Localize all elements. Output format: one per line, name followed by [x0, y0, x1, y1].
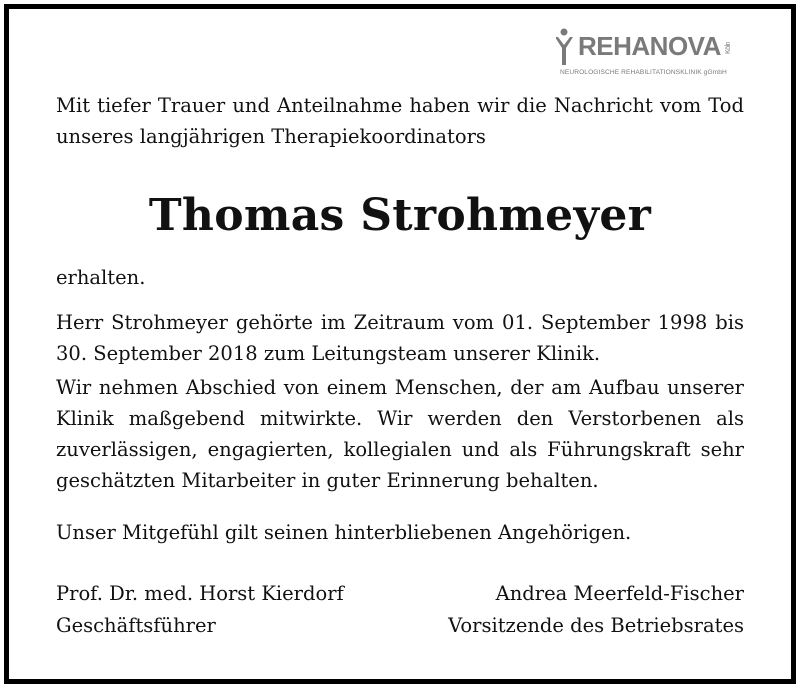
- deceased-name: Thomas Strohmeyer: [148, 190, 652, 241]
- signatory-role: Geschäftsführer: [56, 614, 216, 637]
- tenure-paragraph: Herr Strohmeyer gehörte im Zeitraum vom 01. September 1998 bis 30. September 2018 zum Leitungsteam unserer Klinik.: [56, 311, 744, 365]
- logo-wordmark: REHANOVA Köln: [578, 31, 735, 63]
- rehanova-logo: [556, 27, 746, 87]
- signature-left: [56, 578, 344, 642]
- intro-text: Mit tiefer Trauer und Anteilnahme haben wir die Nachricht vom Tod unseres langjährigen Therapiekoordinators: [56, 94, 744, 148]
- signatory-name: Andrea Meerfeld-Fischer: [495, 582, 744, 605]
- signatory-role: Vorsitzende des Betriebsrates: [448, 614, 744, 637]
- after-name-text: erhalten.: [56, 266, 146, 289]
- tribute-paragraph: Wir nehmen Abschied von einem Menschen, der am Aufbau unserer Klinik maßgebend mitwirkte. Wir werden den Verstorbenen als zuverlässigen, engagierten, kollegialen und als Führungskraft sehr geschätzten Mitarbeiter in guter Erinnerung behalten.: [56, 376, 744, 492]
- signatory-name: Prof. Dr. med. Horst Kierdorf: [56, 582, 344, 605]
- logo-side-text: Köln: [724, 42, 732, 55]
- signature-right: [448, 578, 744, 642]
- logo-tagline: NEUROLOGISCHE REHABILITATIONSKLINIK gGmbH: [560, 69, 727, 76]
- condolence-paragraph: Unser Mitgefühl gilt seinen hinterbliebenen Angehörigen.: [56, 521, 632, 544]
